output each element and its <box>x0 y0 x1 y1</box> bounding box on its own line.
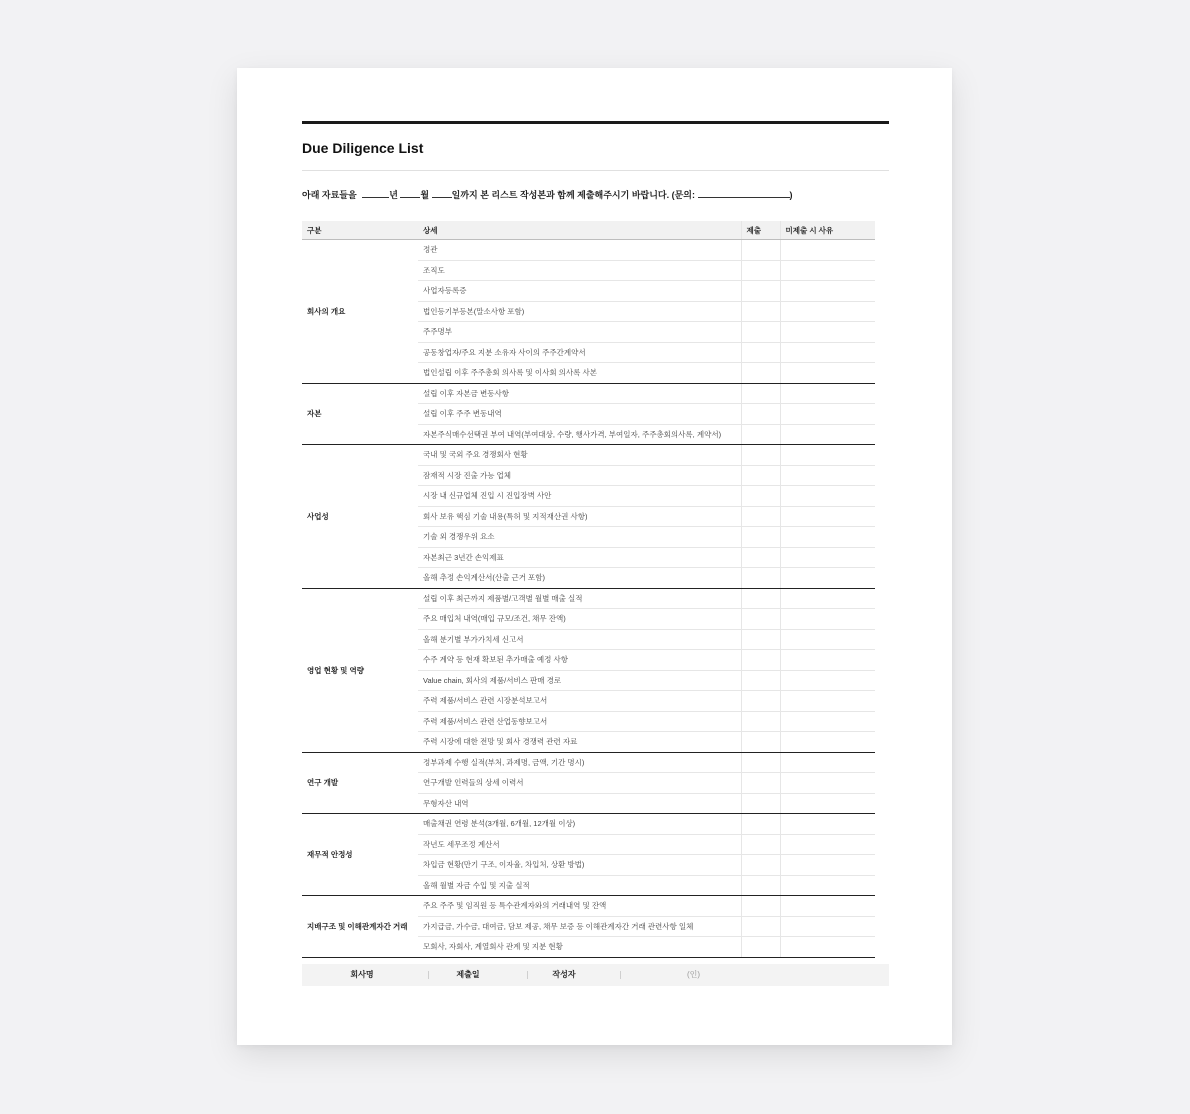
submitted-cell[interactable] <box>741 547 780 568</box>
submitted-cell[interactable] <box>741 609 780 630</box>
detail-cell: 가지급금, 가수금, 대여금, 담보 제공, 채무 보증 등 이해관계자간 거래 관련사항 일체 <box>418 916 741 937</box>
detail-cell: 차입금 현황(만기 구조, 이자율, 차입처, 상환 방법) <box>418 855 741 876</box>
submitted-cell[interactable] <box>741 937 780 958</box>
detail-cell: 정부과제 수행 실적(부처, 과제명, 금액, 기간 명시) <box>418 752 741 773</box>
reason-cell[interactable] <box>780 527 875 548</box>
detail-cell: 자본주식매수선택권 부여 내역(부여대상, 수량, 행사가격, 부여일자, 주주총회의사록, 계약서) <box>418 424 741 445</box>
reason-cell[interactable] <box>780 896 875 917</box>
detail-cell: 국내 및 국외 주요 경쟁회사 현황 <box>418 445 741 466</box>
detail-cell: 주력 시장에 대한 전망 및 회사 경쟁력 관련 자료 <box>418 732 741 753</box>
reason-cell[interactable] <box>780 322 875 343</box>
instruction-text-1: 아래 자료들을 <box>302 190 357 200</box>
detail-cell: 법인설립 이후 주주총회 의사록 및 이사회 의사록 사본 <box>418 363 741 384</box>
submitted-cell[interactable] <box>741 793 780 814</box>
detail-cell: 수주 계약 등 현재 확보된 추가매출 예정 사항 <box>418 650 741 671</box>
reason-cell[interactable] <box>780 445 875 466</box>
submitted-cell[interactable] <box>741 814 780 835</box>
submitted-cell[interactable] <box>741 773 780 794</box>
top-rule <box>302 121 889 124</box>
submitted-cell[interactable] <box>741 322 780 343</box>
title-divider <box>302 170 889 171</box>
submitted-cell[interactable] <box>741 486 780 507</box>
month-label: 월 <box>420 190 430 200</box>
reason-cell[interactable] <box>780 937 875 958</box>
reason-cell[interactable] <box>780 301 875 322</box>
submitted-cell[interactable] <box>741 568 780 589</box>
submitted-cell[interactable] <box>741 650 780 671</box>
reason-cell[interactable] <box>780 281 875 302</box>
table-row <box>302 445 875 466</box>
instruction-close: ) <box>789 190 793 200</box>
reason-cell[interactable] <box>780 609 875 630</box>
reason-cell[interactable] <box>780 363 875 384</box>
category-cell: 영업 현황 및 역량 <box>302 588 418 752</box>
submitted-cell[interactable] <box>741 240 780 261</box>
table-row <box>302 814 875 835</box>
reason-cell[interactable] <box>780 486 875 507</box>
category-cell: 연구 개발 <box>302 752 418 814</box>
detail-cell: 올해 분기별 부가가치세 신고서 <box>418 629 741 650</box>
submitted-cell[interactable] <box>741 424 780 445</box>
year-blank[interactable] <box>362 188 389 198</box>
document-title: Due Diligence List <box>302 140 424 156</box>
reason-cell[interactable] <box>780 691 875 712</box>
signature-footer <box>302 964 889 986</box>
reason-cell[interactable] <box>780 773 875 794</box>
submitted-cell[interactable] <box>741 711 780 732</box>
header-submitted: 제출 <box>741 221 780 240</box>
category-cell: 자본 <box>302 383 418 445</box>
seal-mark: (인) <box>687 970 701 979</box>
header-reason: 미제출 시 사유 <box>780 221 875 240</box>
author-field-divider <box>620 971 621 979</box>
submitted-cell[interactable] <box>741 691 780 712</box>
document-page <box>237 68 952 1045</box>
submitted-cell[interactable] <box>741 342 780 363</box>
category-cell: 사업성 <box>302 445 418 589</box>
reason-cell[interactable] <box>780 629 875 650</box>
submitted-cell[interactable] <box>741 588 780 609</box>
detail-cell: 회사 보유 핵심 기술 내용(특허 및 지적재산권 사항) <box>418 506 741 527</box>
reason-cell[interactable] <box>780 732 875 753</box>
detail-cell: 올해 월별 자금 수입 및 지출 실적 <box>418 875 741 896</box>
detail-cell: 주력 제품/서비스 관련 산업동향보고서 <box>418 711 741 732</box>
reason-cell[interactable] <box>780 342 875 363</box>
reason-cell[interactable] <box>780 240 875 261</box>
submitted-cell[interactable] <box>741 301 780 322</box>
detail-cell: 설립 이후 자본금 변동사항 <box>418 383 741 404</box>
detail-cell: 설립 이후 최근까지 제품별/고객별 월별 매출 실적 <box>418 588 741 609</box>
detail-cell: 사업자등록증 <box>418 281 741 302</box>
table-body <box>302 240 875 958</box>
submitted-cell[interactable] <box>741 383 780 404</box>
reason-cell[interactable] <box>780 875 875 896</box>
submitted-cell[interactable] <box>741 506 780 527</box>
month-blank[interactable] <box>400 188 420 198</box>
submitted-cell[interactable] <box>741 875 780 896</box>
checklist-table <box>302 221 875 958</box>
reason-cell[interactable] <box>780 650 875 671</box>
submitted-cell[interactable] <box>741 629 780 650</box>
submitted-cell[interactable] <box>741 465 780 486</box>
table-row <box>302 588 875 609</box>
reason-cell[interactable] <box>780 752 875 773</box>
document-content <box>302 121 889 986</box>
reason-cell[interactable] <box>780 588 875 609</box>
category-cell: 재무적 안정성 <box>302 814 418 896</box>
detail-cell: 무형자산 내역 <box>418 793 741 814</box>
instruction-line <box>302 188 889 202</box>
reason-cell[interactable] <box>780 465 875 486</box>
submitted-cell[interactable] <box>741 527 780 548</box>
table-row <box>302 896 875 917</box>
reason-cell[interactable] <box>780 260 875 281</box>
detail-cell: 모회사, 자회사, 계열회사 관계 및 지분 현황 <box>418 937 741 958</box>
detail-cell: 기술 외 경쟁우위 요소 <box>418 527 741 548</box>
detail-cell: 조직도 <box>418 260 741 281</box>
year-label: 년 <box>389 190 398 200</box>
detail-cell: 올해 추정 손익계산서(산출 근거 포함) <box>418 568 741 589</box>
reason-cell[interactable] <box>780 568 875 589</box>
submitted-cell[interactable] <box>741 752 780 773</box>
submission-date-label: 제출일 <box>456 970 480 979</box>
detail-cell: 주주명부 <box>418 322 741 343</box>
detail-cell: 자본최근 3년간 손익제표 <box>418 547 741 568</box>
reason-cell[interactable] <box>780 547 875 568</box>
header-detail: 상세 <box>418 221 741 240</box>
detail-cell: 연구개발 인력들의 상세 이력서 <box>418 773 741 794</box>
table-row <box>302 752 875 773</box>
reason-cell[interactable] <box>780 506 875 527</box>
submitted-cell[interactable] <box>741 281 780 302</box>
detail-cell: 주력 제품/서비스 관련 시장분석보고서 <box>418 691 741 712</box>
detail-cell: 잠재적 시장 진출 가능 업체 <box>418 465 741 486</box>
submitted-cell[interactable] <box>741 445 780 466</box>
reason-cell[interactable] <box>780 834 875 855</box>
detail-cell: 법인등기부등본(말소사항 포함) <box>418 301 741 322</box>
reason-cell[interactable] <box>780 814 875 835</box>
company-name-label: 회사명 <box>350 970 374 979</box>
reason-cell[interactable] <box>780 424 875 445</box>
submitted-cell[interactable] <box>741 732 780 753</box>
day-blank[interactable] <box>432 188 452 198</box>
detail-cell: 주요 주주 및 임직원 등 특수관계자와의 거래내역 및 잔액 <box>418 896 741 917</box>
detail-cell: 매출채권 연령 분석(3개월, 6개월, 12개월 이상) <box>418 814 741 835</box>
submitted-cell[interactable] <box>741 834 780 855</box>
detail-cell: Value chain, 회사의 제품/서비스 판매 경로 <box>418 670 741 691</box>
reason-cell[interactable] <box>780 711 875 732</box>
table-row <box>302 240 875 261</box>
table-row <box>302 383 875 404</box>
detail-cell: 설립 이후 주주 변동내역 <box>418 404 741 425</box>
submitted-cell[interactable] <box>741 363 780 384</box>
table-header-row <box>302 221 875 240</box>
reason-cell[interactable] <box>780 916 875 937</box>
reason-cell[interactable] <box>780 383 875 404</box>
submitted-cell[interactable] <box>741 260 780 281</box>
header-category: 구분 <box>302 221 418 240</box>
reason-cell[interactable] <box>780 855 875 876</box>
reason-cell[interactable] <box>780 793 875 814</box>
category-cell: 회사의 개요 <box>302 240 418 384</box>
detail-cell: 작년도 세무조정 계산서 <box>418 834 741 855</box>
reason-cell[interactable] <box>780 404 875 425</box>
submitted-cell[interactable] <box>741 855 780 876</box>
submitted-cell[interactable] <box>741 404 780 425</box>
submitted-cell[interactable] <box>741 896 780 917</box>
reason-cell[interactable] <box>780 670 875 691</box>
submitted-cell[interactable] <box>741 916 780 937</box>
contact-blank[interactable] <box>698 188 790 198</box>
detail-cell: 정관 <box>418 240 741 261</box>
detail-cell: 시장 내 신규업체 진입 시 진입장벽 사안 <box>418 486 741 507</box>
detail-cell: 주요 매입처 내역(매입 규모/조건, 채무 잔액) <box>418 609 741 630</box>
author-label: 작성자 <box>552 970 576 979</box>
instruction-text-2: 일까지 본 리스트 작성본과 함께 제출해주시기 바랍니다. (문의: <box>451 190 695 200</box>
category-cell: 지배구조 및 이해관계자간 거래 <box>302 896 418 958</box>
submitted-cell[interactable] <box>741 670 780 691</box>
detail-cell: 공동창업자/주요 지분 소유자 사이의 주주간계약서 <box>418 342 741 363</box>
